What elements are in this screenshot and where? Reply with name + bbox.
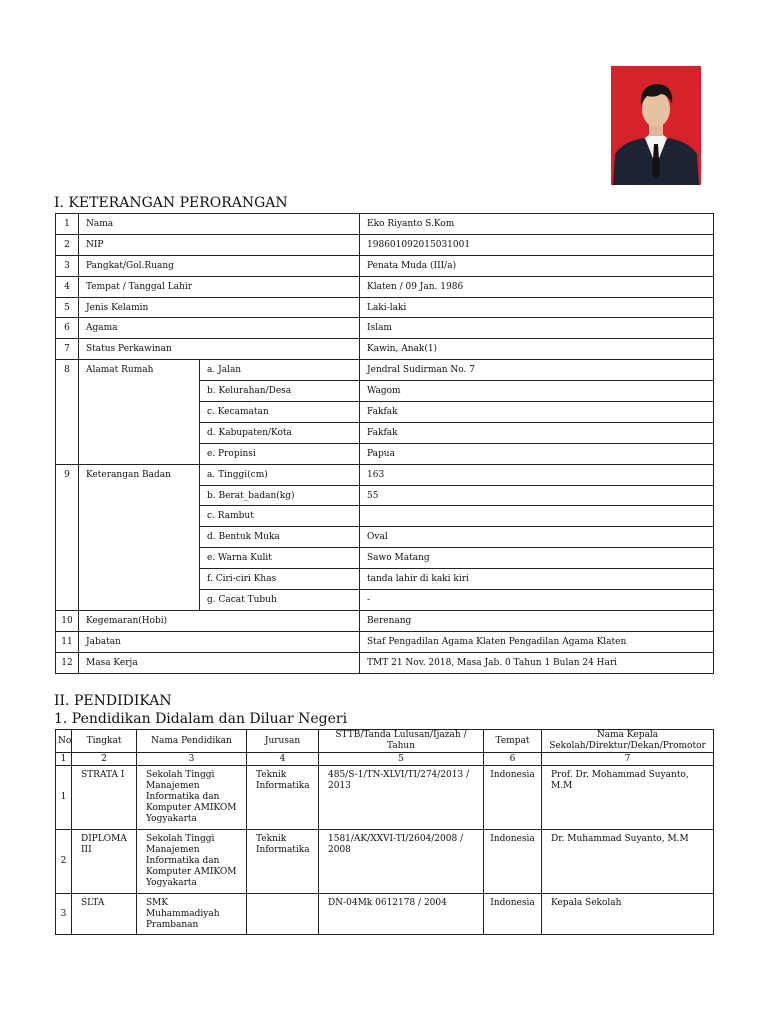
row-number: 12 bbox=[56, 652, 79, 673]
row-number: 11 bbox=[56, 631, 79, 652]
field-value: tanda lahir di kaki kiri bbox=[360, 569, 714, 590]
personal-info-row bbox=[56, 297, 714, 318]
education-jurusan: Teknik Informatika bbox=[247, 766, 319, 830]
header-jurusan: Jurusan bbox=[247, 730, 319, 753]
field-label: Masa Kerja bbox=[79, 652, 360, 673]
section-title-education: II. PENDIDIKAN bbox=[54, 693, 172, 709]
education-no: 1 bbox=[56, 766, 72, 830]
personal-info-row bbox=[56, 339, 714, 360]
sub-field-label: e. Propinsi bbox=[200, 443, 360, 464]
field-value: Klaten / 09 Jan. 1986 bbox=[360, 276, 714, 297]
field-label: NIP bbox=[79, 234, 360, 255]
header-tempat: Tempat bbox=[484, 730, 542, 753]
field-label: Agama bbox=[79, 318, 360, 339]
education-no: 3 bbox=[56, 894, 72, 935]
education-kepala: Dr. Muhammad Suyanto, M.M bbox=[542, 830, 714, 894]
row-number: 1 bbox=[56, 214, 79, 235]
education-nama: SMK Muhammadiyah Prambanan bbox=[137, 894, 247, 935]
row-number: 9 bbox=[56, 464, 79, 610]
field-value: Laki-laki bbox=[360, 297, 714, 318]
education-table bbox=[55, 729, 714, 935]
education-nama: Sekolah Tinggi Manajemen Informatika dan Komputer AMIKOM Yogyakarta bbox=[137, 766, 247, 830]
field-value bbox=[360, 506, 714, 527]
personal-info-row bbox=[56, 276, 714, 297]
field-value: Papua bbox=[360, 443, 714, 464]
personal-info-row bbox=[56, 214, 714, 235]
row-number: 3 bbox=[56, 255, 79, 276]
sub-field-label: e. Warna Kulit bbox=[200, 548, 360, 569]
field-value: Penata Muda (III/a) bbox=[360, 255, 714, 276]
sub-field-label: b. Berat_badan(kg) bbox=[200, 485, 360, 506]
field-value: Kawin, Anak(1) bbox=[360, 339, 714, 360]
education-kepala: Kepala Sekolah bbox=[542, 894, 714, 935]
education-sttb: 1581/AK/XXVI-TI/2604/2008 / 2008 bbox=[319, 830, 484, 894]
education-header-row bbox=[56, 730, 714, 753]
field-label: Jenis Kelamin bbox=[79, 297, 360, 318]
column-number: 3 bbox=[137, 753, 247, 766]
field-label: Nama bbox=[79, 214, 360, 235]
education-jurusan bbox=[247, 894, 319, 935]
field-label: Tempat / Tanggal Lahir bbox=[79, 276, 360, 297]
field-value: Oval bbox=[360, 527, 714, 548]
row-number: 4 bbox=[56, 276, 79, 297]
row-number: 7 bbox=[56, 339, 79, 360]
field-value: TMT 21 Nov. 2018, Masa Jab. 0 Tahun 1 Bulan 24 Hari bbox=[360, 652, 714, 673]
header-tingkat: Tingkat bbox=[72, 730, 137, 753]
address-row bbox=[56, 360, 714, 381]
profile-photo bbox=[611, 66, 701, 185]
personal-info-row bbox=[56, 318, 714, 339]
column-number: 4 bbox=[247, 753, 319, 766]
education-tempat: Indonesia bbox=[484, 894, 542, 935]
education-row bbox=[56, 766, 714, 830]
education-tingkat: DIPLOMA III bbox=[72, 830, 137, 894]
field-value: 55 bbox=[360, 485, 714, 506]
column-number: 2 bbox=[72, 753, 137, 766]
sub-field-label: f. Ciri-ciri Khas bbox=[200, 569, 360, 590]
education-tingkat: SLTA bbox=[72, 894, 137, 935]
row-number: 5 bbox=[56, 297, 79, 318]
personal-info-table bbox=[55, 213, 714, 674]
column-number: 5 bbox=[319, 753, 484, 766]
header-no: No bbox=[56, 730, 72, 753]
header-nama-kepala: Nama Kepala Sekolah/Direktur/Dekan/Promotor bbox=[542, 730, 714, 753]
personal-info-row bbox=[56, 610, 714, 631]
field-value: Berenang bbox=[360, 610, 714, 631]
section-title-personal: I. KETERANGAN PERORANGAN bbox=[54, 195, 288, 211]
personal-info-row bbox=[56, 234, 714, 255]
field-label: Alamat Rumah bbox=[79, 360, 200, 464]
column-number-row bbox=[56, 753, 714, 766]
education-sttb: 485/S-1/TN-XLVI/TI/274/2013 / 2013 bbox=[319, 766, 484, 830]
education-sttb: DN-04Mk 0612178 / 2004 bbox=[319, 894, 484, 935]
field-label: Status Perkawinan bbox=[79, 339, 360, 360]
sub-field-label: b. Kelurahan/Desa bbox=[200, 381, 360, 402]
education-tempat: Indonesia bbox=[484, 830, 542, 894]
sub-field-label: a. Jalan bbox=[200, 360, 360, 381]
column-number: 1 bbox=[56, 753, 72, 766]
field-value: Sawo Matang bbox=[360, 548, 714, 569]
education-subtitle: 1. Pendidikan Didalam dan Diluar Negeri bbox=[54, 711, 348, 727]
field-label: Pangkat/Gol.Ruang bbox=[79, 255, 360, 276]
row-number: 6 bbox=[56, 318, 79, 339]
education-row bbox=[56, 894, 714, 935]
education-kepala: Prof. Dr. Mohammad Suyanto, M.M bbox=[542, 766, 714, 830]
education-jurusan: Teknik Informatika bbox=[247, 830, 319, 894]
sub-field-label: c. Kecamatan bbox=[200, 402, 360, 423]
sub-field-label: d. Bentuk Muka bbox=[200, 527, 360, 548]
row-number: 8 bbox=[56, 360, 79, 464]
education-tingkat: STRATA I bbox=[72, 766, 137, 830]
column-number: 6 bbox=[484, 753, 542, 766]
personal-info-row bbox=[56, 652, 714, 673]
field-value: Jendral Sudirman No. 7 bbox=[360, 360, 714, 381]
personal-info-row bbox=[56, 631, 714, 652]
field-value: Eko Riyanto S.Kom bbox=[360, 214, 714, 235]
education-nama: Sekolah Tinggi Manajemen Informatika dan Komputer AMIKOM Yogyakarta bbox=[137, 830, 247, 894]
field-value: Fakfak bbox=[360, 422, 714, 443]
education-row bbox=[56, 830, 714, 894]
field-label: Keterangan Badan bbox=[79, 464, 200, 610]
row-number: 10 bbox=[56, 610, 79, 631]
sub-field-label: c. Rambut bbox=[200, 506, 360, 527]
field-value: Staf Pengadilan Agama Klaten Pengadilan Agama Klaten bbox=[360, 631, 714, 652]
sub-field-label: g. Cacat Tubuh bbox=[200, 590, 360, 611]
field-value: 163 bbox=[360, 464, 714, 485]
field-value: 198601092015031001 bbox=[360, 234, 714, 255]
field-value: Wagom bbox=[360, 381, 714, 402]
sub-field-label: d. Kabupaten/Kota bbox=[200, 422, 360, 443]
body-info-row bbox=[56, 464, 714, 485]
row-number: 2 bbox=[56, 234, 79, 255]
education-tempat: Indonesia bbox=[484, 766, 542, 830]
header-sttb: STTB/Tanda Lulusan/Ijazah / Tahun bbox=[319, 730, 484, 753]
education-no: 2 bbox=[56, 830, 72, 894]
field-value: Fakfak bbox=[360, 402, 714, 423]
header-nama-pendidikan: Nama Pendidikan bbox=[137, 730, 247, 753]
personal-info-row bbox=[56, 255, 714, 276]
field-value: Islam bbox=[360, 318, 714, 339]
sub-field-label: a. Tinggi(cm) bbox=[200, 464, 360, 485]
field-label: Jabatan bbox=[79, 631, 360, 652]
field-value: - bbox=[360, 590, 714, 611]
column-number: 7 bbox=[542, 753, 714, 766]
field-label: Kegemaran(Hobi) bbox=[79, 610, 360, 631]
